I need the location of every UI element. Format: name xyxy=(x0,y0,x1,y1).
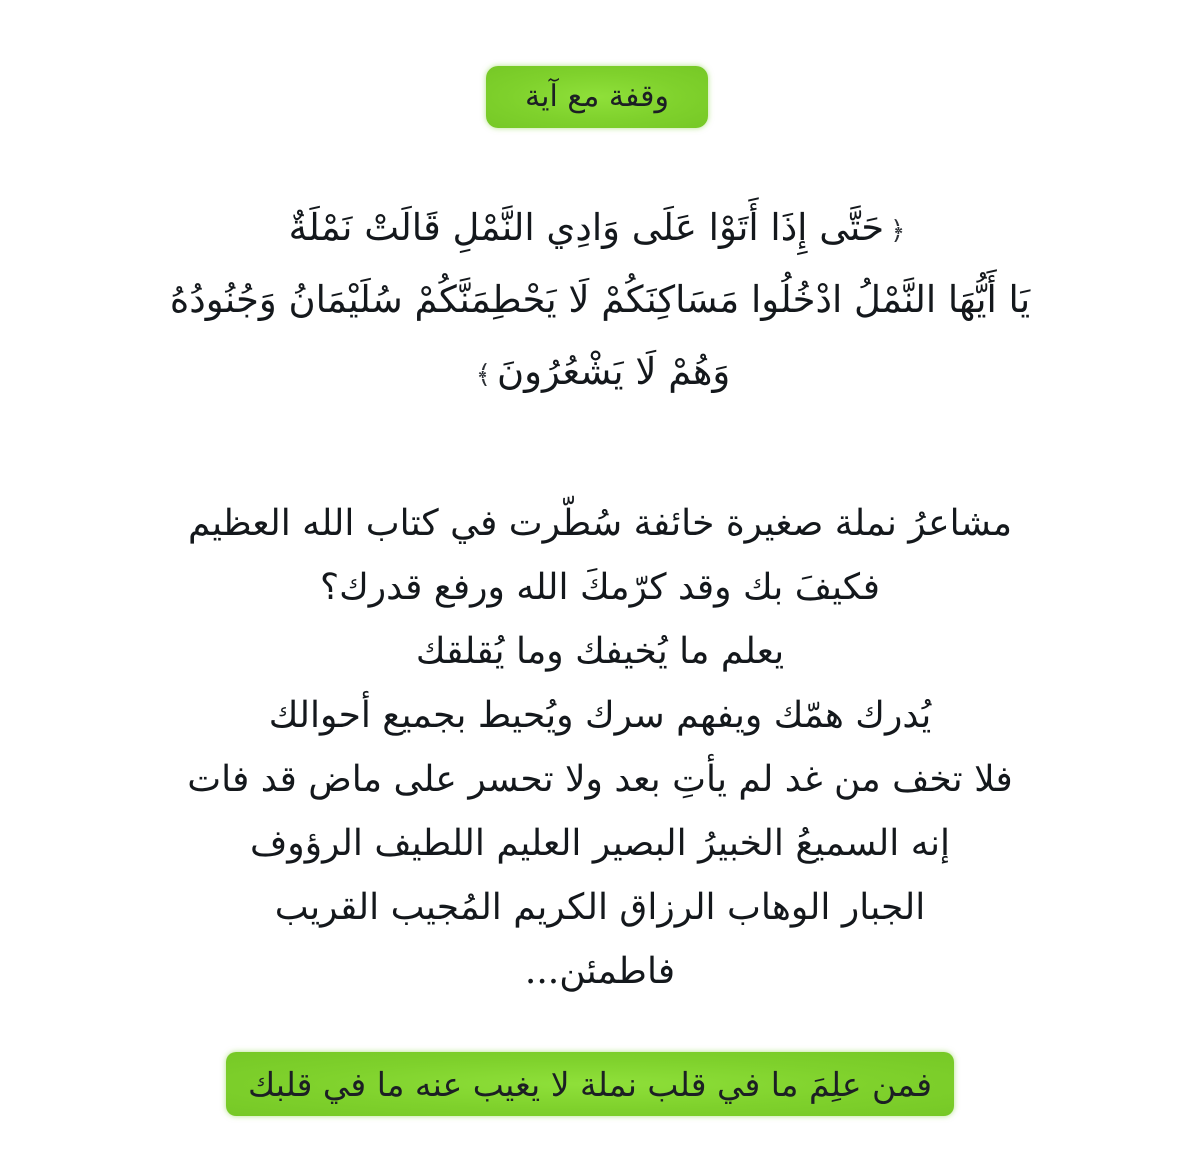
reflection-line: الجبار الوهاب الرزاق الكريم المُجيب القريب xyxy=(274,887,926,928)
quran-verse xyxy=(140,192,1060,408)
verse-text-3: وَهُمْ لَا يَشْعُرُونَ xyxy=(496,350,731,393)
reflection-line: يعلم ما يُخيفك وما يُقلقك xyxy=(415,631,785,672)
reflection-line: فاطمئن... xyxy=(524,951,676,992)
ornate-bracket-close-icon: ﴾ xyxy=(475,359,491,390)
reflection-line: فكيفَ بك وقد كرّمكَ الله ورفع قدرك؟ xyxy=(320,567,880,608)
title-badge xyxy=(486,66,708,128)
verse-text-1: حَتَّى إِذَا أَتَوْا عَلَى وَادِي النَّمْلِ قَالَتْ نَمْلَةٌ xyxy=(288,206,885,249)
reflection-line: يُدرك همّك ويفهم سرك ويُحيط بجميع أحوالك xyxy=(268,695,932,736)
verse-line-1 xyxy=(140,192,1060,264)
verse-text-2: يَا أَيُّهَا النَّمْلُ ادْخُلُوا مَسَاكِنَكُمْ لَا يَحْطِمَنَّكُمْ سُلَيْمَانُ وَجُنُودُهُ xyxy=(169,278,1031,321)
conclusion-badge xyxy=(226,1052,954,1116)
reflection-line: إنه السميعُ الخبيرُ البصير العليم اللطيف الرؤوف xyxy=(249,823,951,864)
page-title: وقفة مع آية xyxy=(525,79,669,114)
conclusion-text: فمن علِمَ ما في قلب نملة لا يغيب عنه ما في قلبك xyxy=(247,1064,933,1104)
reflection-line: مشاعرُ نملة صغيرة خائفة سُطّرت في كتاب الله العظيم xyxy=(188,503,1012,544)
verse-line-3 xyxy=(140,336,1060,408)
reflection-line: فلا تخف من غد لم يأتِ بعد ولا تحسر على ماض قد فات xyxy=(187,759,1013,800)
ornate-bracket-open-icon: ﴿ xyxy=(890,215,906,246)
verse-line-2 xyxy=(140,264,1060,336)
reflection-text xyxy=(130,492,1070,1004)
